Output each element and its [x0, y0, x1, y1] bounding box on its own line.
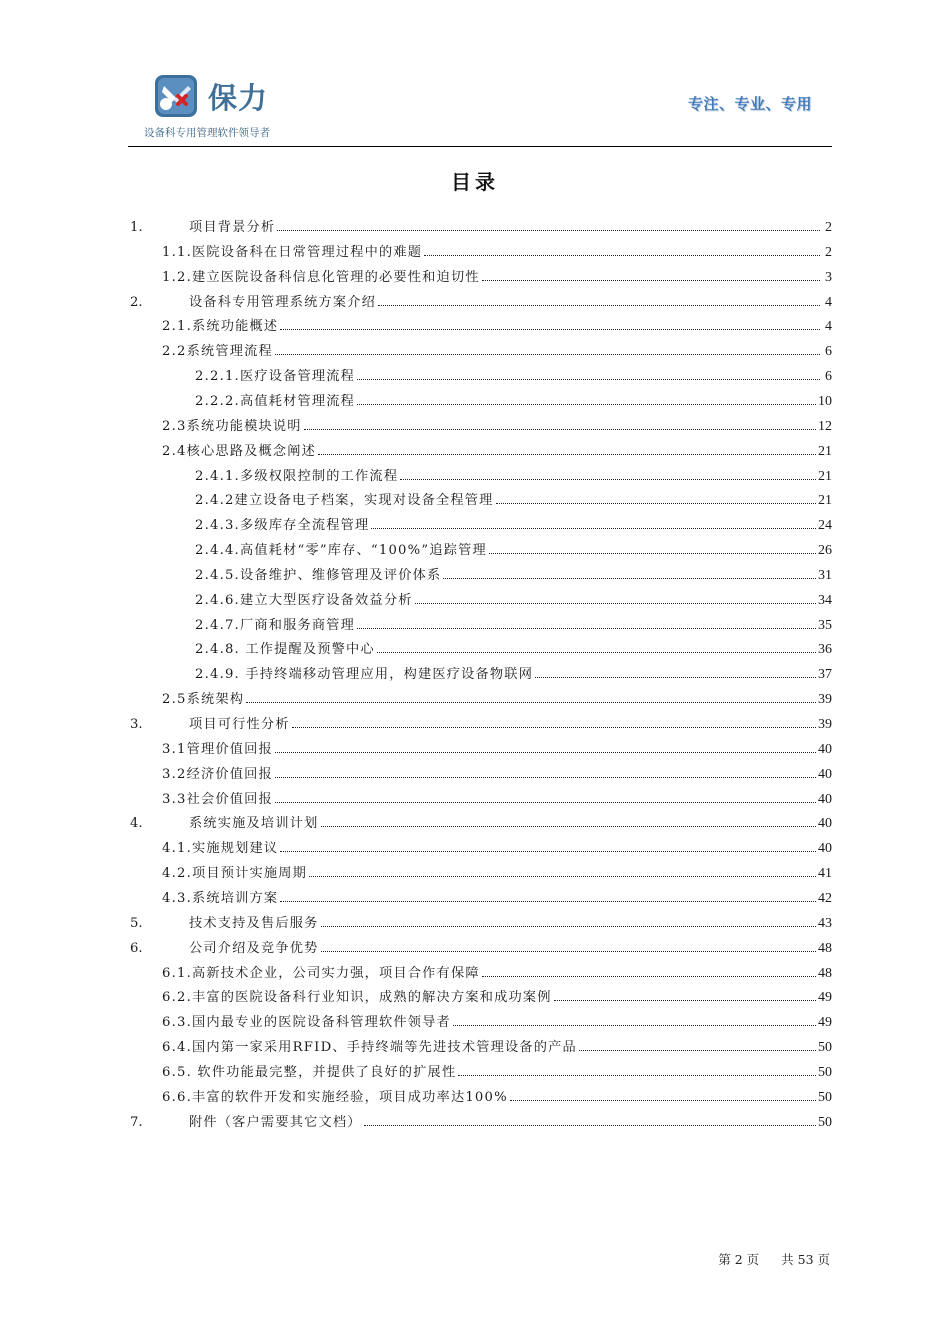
toc-entry-label: 2.2系统管理流程 — [162, 344, 273, 360]
toc-dot-leader — [275, 354, 820, 355]
header-slogan: 专注、专业、专用 — [687, 95, 812, 113]
toc-entry-number: 6. — [130, 940, 143, 956]
toc-entry[interactable] — [195, 514, 832, 536]
toc-entry-page: 40 — [818, 816, 832, 832]
toc-entry-label: 2.4.6.建立大型医疗设备效益分析 — [195, 592, 413, 608]
toc-dot-leader — [277, 230, 820, 231]
toc-entry[interactable] — [195, 465, 832, 487]
toc-entry-label: 系统实施及培训计划 — [189, 816, 319, 832]
toc-entry-page: 34 — [818, 592, 832, 608]
toc-entry-page: 50 — [818, 1089, 832, 1105]
toc-dot-leader — [321, 926, 817, 927]
toc-entry[interactable] — [162, 1086, 832, 1108]
toc-entry-page: 3 — [825, 269, 832, 285]
toc-entry[interactable] — [162, 887, 832, 909]
toc-entry[interactable] — [162, 1036, 832, 1058]
toc-dot-leader — [443, 578, 816, 579]
toc-entry-page: 35 — [818, 617, 832, 633]
toc-entry-label: 2.4.4.高值耗材“零”库存、“100%”追踪管理 — [195, 543, 487, 559]
toc-entry-page: 21 — [818, 443, 832, 459]
toc-entry-page: 10 — [818, 393, 832, 409]
toc-entry-label: 项目可行性分析 — [189, 717, 290, 732]
toc-entry-label: 6.6.丰富的软件开发和实施经验，项目成功率达100% — [162, 1089, 508, 1105]
toc-entry-label: 6.4.国内第一家采用RFID、手持终端等先进技术管理设备的产品 — [162, 1040, 577, 1056]
wrench-cross-icon — [154, 74, 198, 118]
toc-entry-page: 2 — [825, 220, 832, 235]
toc-entry-number: 5. — [130, 915, 143, 931]
toc-entry-label: 6.3.国内最专业的医院设备科管理软件领导者 — [162, 1015, 451, 1031]
toc-dot-leader — [378, 305, 820, 306]
toc-entry-page: 40 — [818, 841, 832, 857]
toc-entry-label: 设备科专用管理系统方案介绍 — [189, 294, 377, 310]
toc-entry-page: 4 — [825, 294, 832, 310]
toc-dot-leader — [535, 677, 816, 678]
toc-dot-leader — [280, 851, 816, 852]
toc-entry-label: 2.4.5.设备维护、维修管理及评价体系 — [195, 567, 442, 583]
toc-entry[interactable] — [195, 564, 832, 586]
toc-dot-leader — [321, 826, 817, 827]
toc-entry-label: 2.2.1.医疗设备管理流程 — [195, 369, 356, 385]
toc-entry-label: 附件（客户需要其它文档） — [189, 1114, 362, 1130]
toc-entry-label: 1.2.建立医院设备科信息化管理的必要性和迫切性 — [162, 269, 480, 285]
page-header — [128, 66, 832, 148]
toc-dot-leader — [357, 404, 816, 405]
toc-entry[interactable] — [162, 688, 832, 710]
toc-dot-leader — [246, 702, 816, 703]
page-footer — [718, 1250, 830, 1268]
toc-dot-leader — [309, 876, 816, 877]
toc-entry-label: 2.2.2.高值耗材管理流程 — [195, 393, 356, 409]
toc-entry[interactable] — [195, 638, 832, 660]
toc-entry-page: 36 — [818, 642, 832, 658]
toc-entry-label: 2.4.3.多级库存全流程管理 — [195, 518, 370, 534]
toc-entry[interactable] — [130, 912, 832, 934]
toc-entry[interactable] — [162, 763, 832, 785]
toc-entry-label: 2.4核心思路及概念阐述 — [162, 443, 317, 459]
toc-dot-leader — [579, 1050, 816, 1051]
toc-entry-label: 2.1.系统功能概述 — [162, 319, 279, 335]
toc-dot-leader — [371, 528, 816, 529]
toc-dot-leader — [496, 503, 816, 504]
toc-dot-leader — [424, 255, 820, 256]
toc-dot-leader — [482, 976, 816, 977]
toc-entry-label: 2.4.9. 手持终端移动管理应用，构建医疗设备物联网 — [195, 667, 534, 683]
toc-entry-label: 6.1.高新技术企业，公司实力强，项目合作有保障 — [162, 965, 480, 981]
toc-entry[interactable] — [162, 315, 832, 337]
toc-entry-page: 31 — [818, 567, 832, 583]
toc-entry-label: 3.3社会价值回报 — [162, 791, 273, 807]
toc-entry-label: 2.4.8. 工作提醒及预警中心 — [195, 642, 375, 658]
header-divider — [128, 146, 832, 147]
toc-entry-label: 4.3.系统培训方案 — [162, 890, 279, 906]
company-tagline: 设备科专用管理软件领导者 — [144, 127, 270, 139]
toc-entry-label: 公司介绍及竞争优势 — [189, 940, 319, 956]
toc-entry[interactable] — [162, 788, 832, 810]
toc-entry-page: 40 — [818, 741, 832, 757]
toc-dot-leader — [304, 429, 816, 430]
toc-entry-label: 3.1管理价值回报 — [162, 741, 273, 757]
toc-entry-page: 42 — [818, 890, 832, 906]
toc-dot-leader — [482, 280, 820, 281]
toc-entry[interactable] — [130, 937, 832, 959]
toc-dot-leader — [275, 777, 816, 778]
toc-entry[interactable] — [130, 812, 832, 834]
toc-entry[interactable] — [130, 1111, 832, 1133]
page-number-total: 共 53 页 — [781, 1252, 830, 1267]
toc-entry-label: 2.4.1.多级权限控制的工作流程 — [195, 468, 399, 484]
toc-entry-page: 24 — [818, 518, 832, 534]
toc-entry-number: 1. — [130, 220, 143, 235]
toc-dot-leader — [377, 652, 816, 653]
toc-entry-label: 2.3系统功能模块说明 — [162, 418, 302, 434]
toc-dot-leader — [554, 1000, 816, 1001]
toc-entry-page: 6 — [825, 369, 832, 385]
toc-entry-page: 26 — [818, 543, 832, 559]
toc-entry[interactable] — [130, 713, 832, 735]
toc-entry-number: 4. — [130, 816, 143, 832]
toc-entry-page: 39 — [818, 692, 832, 708]
toc-entry[interactable] — [130, 216, 832, 238]
page-number-current: 第 2 页 — [718, 1252, 760, 1267]
toc-entry-page: 50 — [818, 1040, 832, 1056]
toc-entry[interactable] — [162, 1011, 832, 1033]
toc-entry[interactable] — [195, 663, 832, 685]
toc-entry[interactable] — [162, 862, 832, 884]
toc-dot-leader — [292, 727, 816, 728]
toc-entry-label: 6.2.丰富的医院设备科行业知识，成熟的解决方案和成功案例 — [162, 990, 552, 1006]
toc-entry[interactable] — [162, 415, 832, 437]
toc-entry[interactable] — [162, 962, 832, 984]
toc-entry-label: 技术支持及售后服务 — [189, 915, 319, 931]
toc-entry[interactable] — [195, 390, 832, 412]
toc-entry-page: 37 — [818, 667, 832, 683]
toc-entry-number: 3. — [130, 717, 143, 732]
toc-entry-page: 12 — [818, 418, 832, 434]
toc-entry[interactable] — [195, 489, 832, 511]
toc-entry-page: 41 — [818, 866, 832, 882]
toc-dot-leader — [489, 553, 816, 554]
company-logo-name: 保力 — [208, 81, 269, 115]
toc-entry-label: 2.4.2建立设备电子档案，实现对设备全程管理 — [195, 493, 494, 509]
toc-entry-page: 49 — [818, 990, 832, 1006]
toc-dot-leader — [510, 1100, 816, 1101]
toc-entry[interactable] — [162, 241, 832, 263]
toc-entry-page: 39 — [818, 717, 832, 732]
toc-dot-leader — [321, 951, 817, 952]
toc-entry[interactable] — [195, 614, 832, 636]
toc-dot-leader — [275, 802, 816, 803]
toc-dot-leader — [275, 752, 816, 753]
toc-entry[interactable] — [162, 266, 832, 288]
toc-entry[interactable] — [195, 365, 832, 387]
toc-entry-page: 6 — [825, 344, 832, 360]
toc-entry[interactable] — [162, 340, 832, 362]
toc-entry-label: 2.4.7.厂商和服务商管理 — [195, 617, 356, 633]
toc-entry[interactable] — [130, 291, 832, 313]
toc-entry-label: 项目背景分析 — [189, 220, 276, 235]
toc-entry-label: 2.5系统架构 — [162, 692, 245, 708]
toc-dot-leader — [364, 1125, 816, 1126]
toc-title: 目录 — [451, 170, 499, 194]
toc-dot-leader — [280, 329, 820, 330]
toc-dot-leader — [318, 454, 816, 455]
toc-entry-label: 4.1.实施规划建议 — [162, 841, 279, 857]
toc-entry[interactable] — [162, 440, 832, 462]
toc-entry-label: 3.2经济价值回报 — [162, 766, 273, 782]
toc-entry-page: 43 — [818, 915, 832, 931]
toc-entry-page: 40 — [818, 791, 832, 807]
toc-entry-page: 40 — [818, 766, 832, 782]
toc-entry-page: 2 — [825, 244, 832, 260]
toc-entry-page: 4 — [825, 319, 832, 335]
toc-entry-page: 48 — [818, 940, 832, 956]
toc-entry-page: 21 — [818, 493, 832, 509]
toc-entry-label: 4.2.项目预计实施周期 — [162, 866, 308, 882]
toc-entry[interactable] — [162, 986, 832, 1008]
toc-dot-leader — [280, 901, 816, 902]
toc-entry-page: 48 — [818, 965, 832, 981]
toc-entry[interactable] — [195, 539, 832, 561]
toc-entry[interactable] — [162, 1061, 832, 1083]
toc-entry-label: 6.5. 软件功能最完整，并提供了良好的扩展性 — [162, 1064, 457, 1080]
toc-dot-leader — [458, 1075, 816, 1076]
toc-entry-page: 50 — [818, 1064, 832, 1080]
toc-dot-leader — [453, 1025, 816, 1026]
toc-dot-leader — [400, 479, 816, 480]
toc-dot-leader — [415, 603, 816, 604]
toc-entry[interactable] — [195, 589, 832, 611]
toc-entry-number: 7. — [130, 1114, 143, 1130]
toc-entry[interactable] — [162, 837, 832, 859]
toc-entry-label: 1.1.医院设备科在日常管理过程中的难题 — [162, 244, 423, 260]
toc-entry-page: 21 — [818, 468, 832, 484]
toc-entry-page: 50 — [818, 1114, 832, 1130]
toc-entry-page: 49 — [818, 1015, 832, 1031]
toc-entry[interactable] — [162, 738, 832, 760]
toc-entry-number: 2. — [130, 294, 143, 310]
toc-dot-leader — [357, 628, 816, 629]
toc-dot-leader — [357, 379, 820, 380]
